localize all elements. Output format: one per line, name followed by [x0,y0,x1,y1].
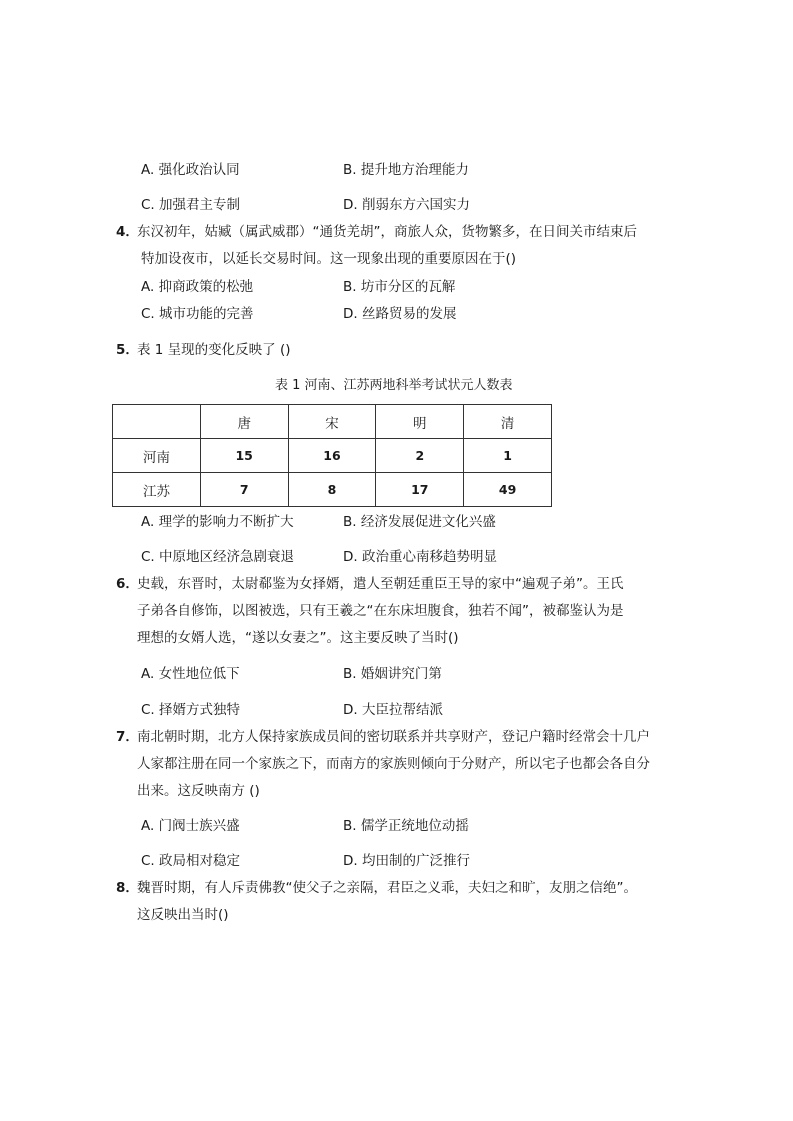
q7-number: 7． [116,729,139,745]
q5-option-a: A. 理学的影响力不断扩大 [141,514,294,530]
table-cell: 8 [288,473,376,507]
q4-option-b: B. 坊市分区的瓦解 [343,279,456,295]
table-cell: 1 [464,439,552,473]
table-caption: 表 1 河南、江苏两地科举考试状元人数表 [275,378,513,393]
table-row [113,473,552,507]
q4-stem-line2: 特加设夜市，以延长交易时间。这一现象出现的重要原因在于() [141,251,517,267]
q7-option-c: C. 政局相对稳定 [141,853,241,869]
q4-option-d: D. 丝路贸易的发展 [343,306,457,322]
q6-stem-line1: 史载，东晋时，太尉郗鉴为女择婿，遣人至朝廷重臣王导的家中“遍观子弟”。王氏 [137,576,624,592]
q6-option-b: B. 婚姻讲究门第 [343,666,442,682]
table-row [113,439,552,473]
q5-stem-line1: 表 1 呈现的变化反映了 () [137,342,291,358]
table-cell: 2 [376,439,464,473]
q3-option-b: B. 提升地方治理能力 [343,162,469,178]
q6-number: 6． [116,576,139,592]
table-header-cell: 唐 [200,405,288,439]
table-cell: 15 [200,439,288,473]
q8-stem-line2: 这反映出当时() [137,907,229,923]
q7-stem-line2: 人家都注册在同一个家族之下，而南方的家族则倾向于分财产，所以宅子也都会各自分 [137,756,650,772]
q7-stem-line3: 出来。这反映南方 () [137,783,260,799]
q7-option-a: A. 门阀士族兴盛 [141,818,240,834]
q4-option-c: C. 城市功能的完善 [141,306,254,322]
q7-stem-line1: 南北朝时期，北方人保持家族成员间的密切联系并共享财产，登记户籍时经常会十几户 [137,729,650,745]
table-cell: 49 [464,473,552,507]
table-header-cell: 宋 [288,405,376,439]
q5-option-d: D. 政治重心南移趋势明显 [343,549,497,565]
table-header-cell: 清 [464,405,552,439]
q5-number: 5． [116,342,139,358]
q3-option-a: A. 强化政治认同 [141,162,240,178]
q5-option-c: C. 中原地区经济急剧衰退 [141,549,295,565]
table-row-label: 江苏 [113,473,201,507]
table-header-cell: 明 [376,405,464,439]
q8-number: 8． [116,880,139,896]
q6-option-a: A. 女性地位低下 [141,666,240,682]
table-header-cell [113,405,201,439]
q7-option-b: B. 儒学正统地位动摇 [343,818,469,834]
q4-option-a: A. 抑商政策的松弛 [141,279,254,295]
table-cell: 7 [200,473,288,507]
q6-stem-line3: 理想的女婿人选，“遂以女妻之”。这主要反映了当时() [137,630,459,646]
q3-option-d: D. 削弱东方六国实力 [343,197,470,213]
q6-option-c: C. 择婿方式独特 [141,702,241,718]
q3-option-c: C. 加强君主专制 [141,197,241,213]
q5-option-b: B. 经济发展促进文化兴盛 [343,514,496,530]
q7-option-d: D. 均田制的广泛推行 [343,853,470,869]
q6-option-d: D. 大臣拉帮结派 [343,702,443,718]
table-cell: 16 [288,439,376,473]
table-header-row [113,405,552,439]
table-row-label: 河南 [113,439,201,473]
q6-stem-line2: 子弟各自修饰，以图被选，只有王羲之“在东床坦腹食，独若不闻”，被郗鉴认为是 [137,603,624,619]
table-cell: 17 [376,473,464,507]
q4-number: 4． [116,224,139,240]
scholar-count-table [112,404,552,507]
q8-stem-line1: 魏晋时期，有人斥责佛教“使父子之亲隔，君臣之义乖，夫妇之和旷，友朋之信绝”。 [137,880,637,896]
q4-stem-line1: 东汉初年，姑臧（属武威郡）“通货羌胡”，商旅人众，货物繁多，在日间关市结束后 [137,224,637,240]
